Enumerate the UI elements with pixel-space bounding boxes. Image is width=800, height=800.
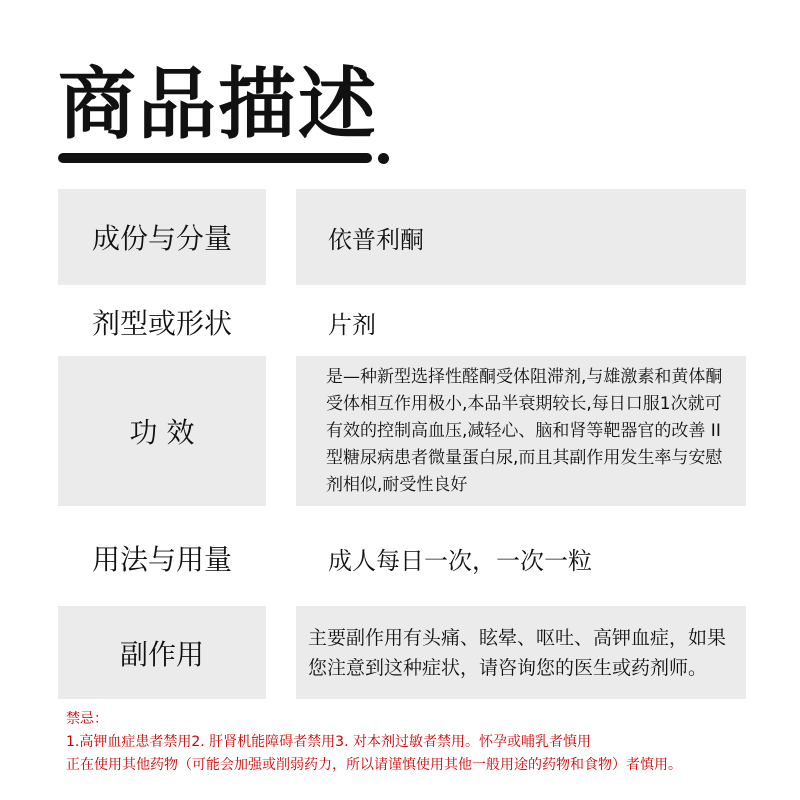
row-value-side-effects: 主要副作用有头痛、眩晕、呕吐、高钾血症，如果您注意到这种症状，请咨询您的医生或药剂师。 [296,606,746,699]
row-value-efficacy: 是—种新型选择性醛酮受体阻滞剂,与雄激素和黄体酮受体相互作用极小,本品半衰期较长,每日口服1次就可有效的控制高血压,减轻心、脑和肾等靶器官的改善 II 型糖尿病患者微量蛋白尿,而且其副作用发生率与安慰剂相似,耐受性良好 [296,356,746,506]
contraindications-line: 1.高钾血症患者禁用2. 肝肾机能障碍者禁用3. 对本剂过敏者禁用。怀孕或哺乳者慎用 [66,734,591,750]
page-title: 商品描述 [58,60,379,150]
row-label-efficacy: 功 效 [58,356,266,506]
row-label-dosage-form: 剂型或形状 [91,307,232,340]
row-label-usage: 用法与用量 [91,543,232,576]
contraindications-heading: 禁忌： [66,711,108,727]
row-value-ingredients: 依普利酮 [296,189,746,285]
contraindications [66,708,786,777]
row-value-usage: 成人每日一次，一次一粒 [328,546,592,575]
contraindications-line: 正在使用其他药物（可能会加强或削弱药力，所以请谨慎使用其他一般用途的药物和食物）者慎用。 [66,757,682,773]
row-value-dosage-form: 片剂 [328,310,376,339]
title-underline-dot [378,153,389,164]
row-label-side-effects: 副作用 [58,606,266,699]
row-label-ingredients: 成份与分量 [58,189,266,285]
title-underline [58,153,372,163]
